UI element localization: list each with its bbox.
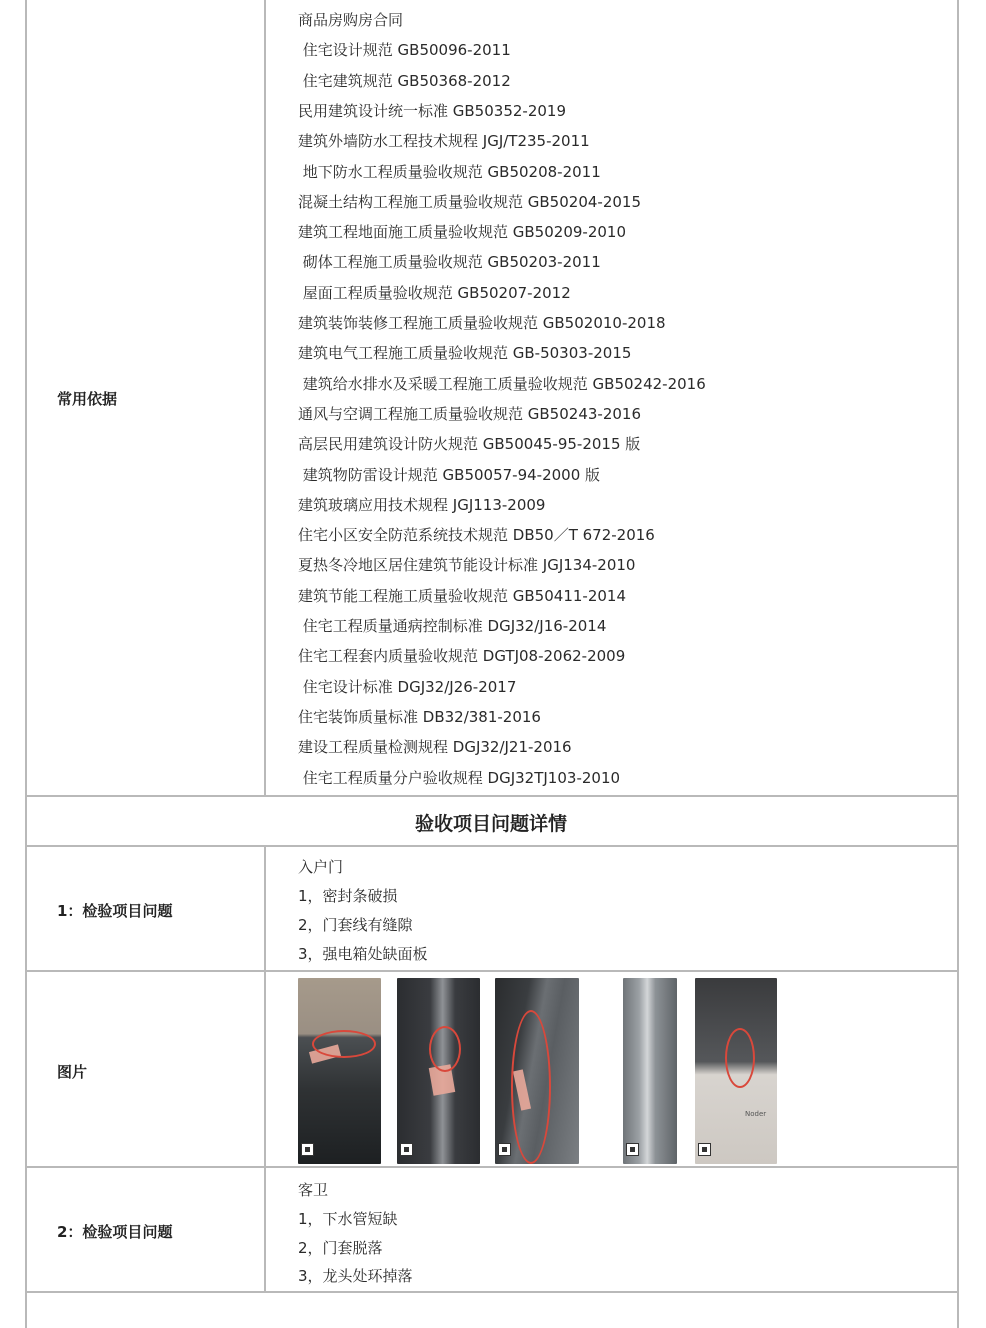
issue-2-line: 2，门套脱落 — [298, 1239, 383, 1257]
basis-item: 商品房购房合同 — [298, 11, 404, 29]
basis-item: 住宅建筑规范 GB50368-2012 — [298, 71, 511, 90]
basis-item: 地下防水工程质量验收规范 GB50208-2011 — [298, 162, 601, 181]
photo-door-seal-2[interactable] — [397, 978, 480, 1164]
basis-item: 建筑外墙防水工程技术规程 JGJ/T235-2011 — [298, 132, 590, 151]
basis-item: 混凝土结构工程施工质量验收规范 GB50204-2015 — [298, 192, 641, 211]
section-title: 验收项目问题详情 — [414, 813, 567, 835]
basis-item: 住宅装饰质量标准 DB32/381-2016 — [298, 707, 541, 726]
photo-brand-text: Noder — [745, 1110, 767, 1118]
basis-item: 夏热冬冷地区居住建筑节能设计标准 JGJ134-2010 — [298, 556, 636, 575]
issue-1-line: 入户门 — [298, 858, 344, 876]
basis-label: 常用依据 — [57, 390, 118, 408]
column-divider — [264, 972, 266, 1166]
issue-1-line: 2，门套线有缝隙 — [298, 916, 413, 934]
basis-item: 住宅工程质量分户验收规程 DGJ32TJ103-2010 — [298, 768, 621, 787]
issue-1-label: 1：检验项目问题 — [57, 902, 173, 920]
photos-label: 图片 — [57, 1063, 88, 1081]
issue-1-line: 3，强电箱处缺面板 — [298, 945, 428, 963]
basis-item: 民用建筑设计统一标准 GB50352-2019 — [298, 101, 566, 120]
column-divider — [264, 0, 266, 795]
section-title-row — [25, 797, 957, 847]
issue-2-line: 客卫 — [298, 1181, 329, 1199]
basis-row — [25, 0, 957, 797]
basis-item: 建设工程质量检测规程 DGJ32/J21-2016 — [298, 738, 572, 757]
photos-row — [25, 972, 957, 1168]
basis-item: 建筑玻璃应用技术规程 JGJ113-2009 — [298, 495, 546, 514]
photo-door-seal-1[interactable] — [298, 978, 381, 1164]
issue-2-label: 2：检验项目问题 — [57, 1223, 173, 1241]
issue-1-line: 1，密封条破损 — [298, 887, 398, 905]
photo-electrical-box[interactable] — [695, 978, 777, 1164]
basis-item: 高层民用建筑设计防火规范 GB50045-95-2015 版 — [298, 435, 641, 454]
basis-item: 建筑给水排水及采暖工程施工质量验收规范 GB50242-2016 — [298, 374, 706, 393]
photo-wall-corner[interactable] — [623, 978, 677, 1164]
basis-item: 砌体工程施工质量验收规范 GB50203-2011 — [298, 253, 601, 272]
photo-door-frame-gap[interactable] — [495, 978, 579, 1164]
issue-2-line: 3，龙头处环掉落 — [298, 1267, 413, 1285]
basis-item: 住宅设计标准 DGJ32/J26-2017 — [298, 677, 517, 696]
basis-item: 建筑节能工程施工质量验收规范 GB50411-2014 — [298, 586, 626, 605]
basis-item: 建筑电气工程施工质量验收规范 GB-50303-2015 — [298, 344, 632, 363]
basis-item: 建筑工程地面施工质量验收规范 GB50209-2010 — [298, 223, 626, 242]
basis-item: 住宅设计规范 GB50096-2011 — [298, 41, 511, 60]
column-divider — [264, 1168, 266, 1291]
basis-item: 建筑物防雷设计规范 GB50057-94-2000 版 — [298, 465, 601, 484]
basis-item: 住宅工程套内质量验收规范 DGTJ08-2062-2009 — [298, 647, 626, 666]
basis-item: 通风与空调工程施工质量验收规范 GB50243-2016 — [298, 404, 641, 423]
column-divider — [264, 847, 266, 970]
basis-item: 住宅小区安全防范系统技术规范 DB50／T 672-2016 — [298, 526, 655, 545]
basis-item: 屋面工程质量验收规范 GB50207-2012 — [298, 283, 571, 302]
issue-2-line: 1，下水管短缺 — [298, 1210, 398, 1228]
issue-2-row — [25, 1168, 957, 1293]
basis-item: 住宅工程质量通病控制标准 DGJ32/J16-2014 — [298, 617, 607, 635]
issue-1-row — [25, 847, 957, 972]
basis-item: 建筑装饰装修工程施工质量验收规范 GB502010-2018 — [298, 314, 666, 332]
